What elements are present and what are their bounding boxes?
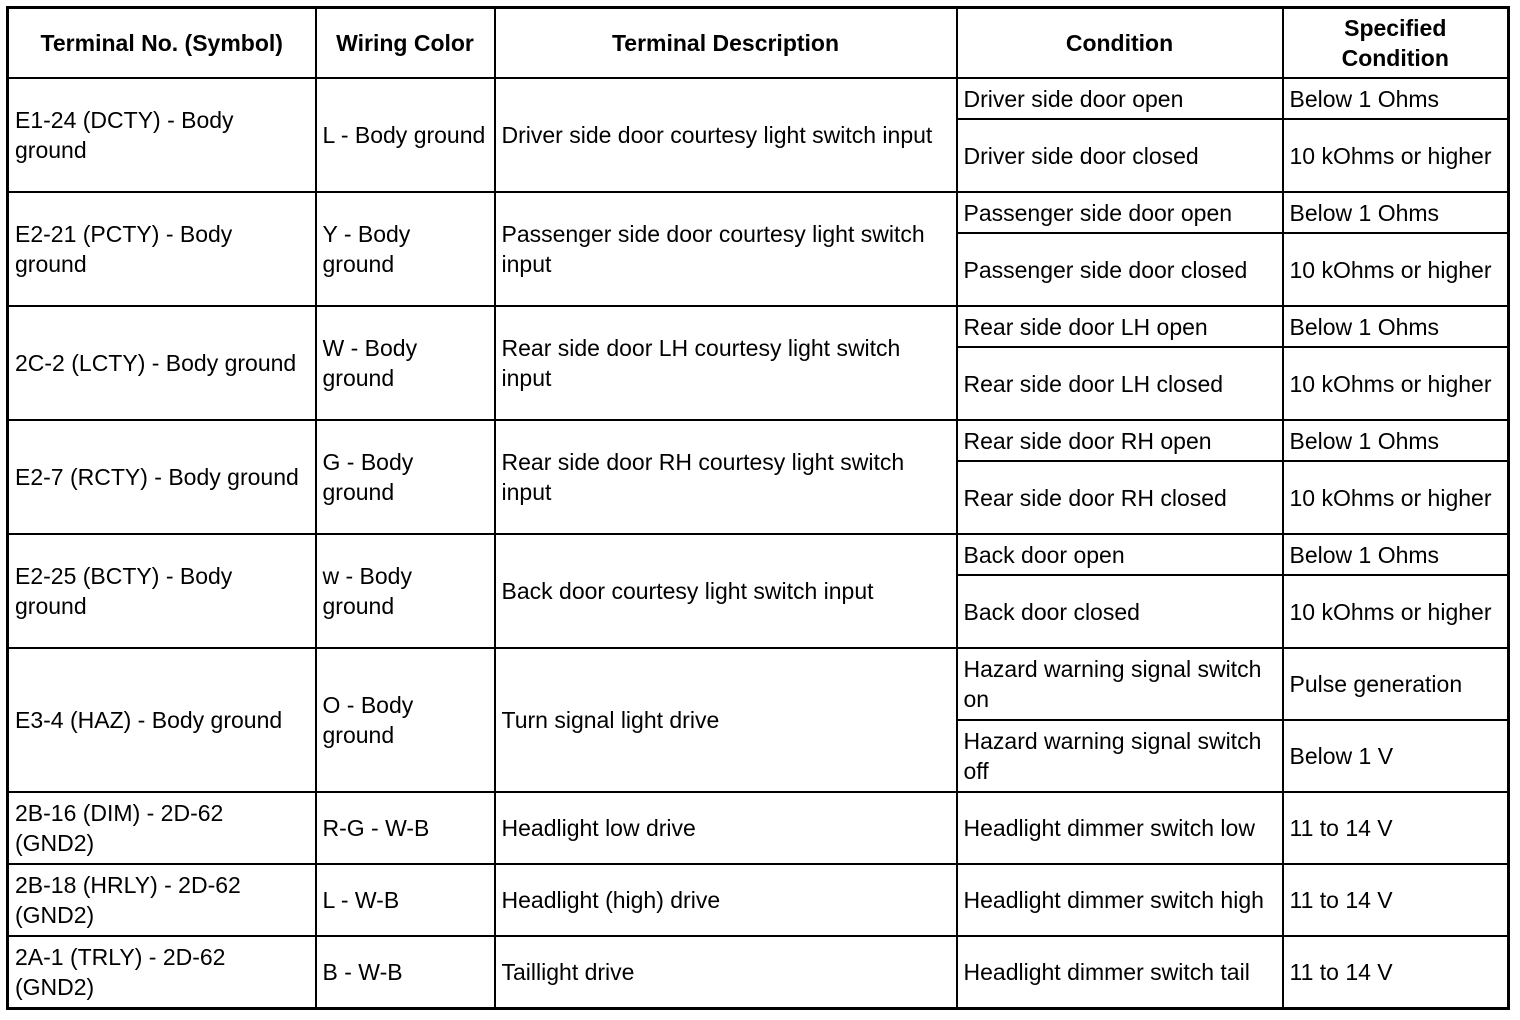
specified-cell: 10 kOhms or higher — [1283, 233, 1509, 306]
description-cell: Headlight low drive — [495, 792, 957, 864]
wiring-color-cell: R-G - W-B — [316, 792, 495, 864]
description-cell: Rear side door RH courtesy light switch input — [495, 420, 957, 534]
description-cell: Passenger side door courtesy light switch input — [495, 192, 957, 306]
description-cell: Turn signal light drive — [495, 648, 957, 792]
table-row — [8, 864, 1509, 936]
terminal-cell: 2B-18 (HRLY) - 2D-62 (GND2) — [8, 864, 316, 936]
condition-cell: Driver side door closed — [957, 119, 1283, 192]
description-cell: Back door courtesy light switch input — [495, 534, 957, 648]
specified-cell: Below 1 Ohms — [1283, 534, 1509, 575]
wiring-color-cell: O - Body ground — [316, 648, 495, 792]
table-row — [8, 306, 1509, 347]
terminal-cell: E1-24 (DCTY) - Body ground — [8, 78, 316, 192]
table-row — [8, 936, 1509, 1008]
specified-cell: 10 kOhms or higher — [1283, 575, 1509, 648]
header-condition: Condition — [957, 8, 1283, 79]
terminal-cell: E2-21 (PCTY) - Body ground — [8, 192, 316, 306]
condition-cell: Headlight dimmer switch high — [957, 864, 1283, 936]
specified-cell: Below 1 V — [1283, 720, 1509, 792]
description-cell: Headlight (high) drive — [495, 864, 957, 936]
description-cell: Rear side door LH courtesy light switch input — [495, 306, 957, 420]
specified-cell: 11 to 14 V — [1283, 864, 1509, 936]
condition-cell: Passenger side door open — [957, 192, 1283, 233]
specified-cell: 10 kOhms or higher — [1283, 119, 1509, 192]
condition-cell: Rear side door RH closed — [957, 461, 1283, 534]
condition-cell: Back door open — [957, 534, 1283, 575]
condition-cell: Rear side door LH closed — [957, 347, 1283, 420]
table-row — [8, 792, 1509, 864]
wiring-color-cell: B - W-B — [316, 936, 495, 1008]
terminal-cell: E2-7 (RCTY) - Body ground — [8, 420, 316, 534]
terminal-cell: 2C-2 (LCTY) - Body ground — [8, 306, 316, 420]
terminal-cell: E2-25 (BCTY) - Body ground — [8, 534, 316, 648]
description-cell: Taillight drive — [495, 936, 957, 1008]
specified-cell: Below 1 Ohms — [1283, 78, 1509, 119]
wiring-color-cell: W - Body ground — [316, 306, 495, 420]
table-row — [8, 78, 1509, 119]
header-terminal-description: Terminal Description — [495, 8, 957, 79]
description-cell: Driver side door courtesy light switch input — [495, 78, 957, 192]
condition-cell: Headlight dimmer switch tail — [957, 936, 1283, 1008]
wiring-color-cell: Y - Body ground — [316, 192, 495, 306]
wiring-color-cell: L - W-B — [316, 864, 495, 936]
header-specified-condition: Specified Condition — [1283, 8, 1509, 79]
condition-cell: Driver side door open — [957, 78, 1283, 119]
wiring-color-cell: w - Body ground — [316, 534, 495, 648]
condition-cell: Hazard warning signal switch on — [957, 648, 1283, 720]
specified-cell: Below 1 Ohms — [1283, 192, 1509, 233]
condition-cell: Rear side door LH open — [957, 306, 1283, 347]
table-row — [8, 192, 1509, 233]
specified-cell: 10 kOhms or higher — [1283, 461, 1509, 534]
terminal-cell: E3-4 (HAZ) - Body ground — [8, 648, 316, 792]
table-row — [8, 534, 1509, 575]
specified-cell: Pulse generation — [1283, 648, 1509, 720]
wiring-color-cell: G - Body ground — [316, 420, 495, 534]
header-row — [8, 8, 1509, 79]
condition-cell: Back door closed — [957, 575, 1283, 648]
header-wiring-color: Wiring Color — [316, 8, 495, 79]
specified-cell: Below 1 Ohms — [1283, 420, 1509, 461]
condition-cell: Hazard warning signal switch off — [957, 720, 1283, 792]
specified-cell: 11 to 14 V — [1283, 792, 1509, 864]
table-row — [8, 648, 1509, 720]
specified-cell: 11 to 14 V — [1283, 936, 1509, 1008]
terminal-cell: 2A-1 (TRLY) - 2D-62 (GND2) — [8, 936, 316, 1008]
condition-cell: Rear side door RH open — [957, 420, 1283, 461]
specified-cell: Below 1 Ohms — [1283, 306, 1509, 347]
condition-cell: Passenger side door closed — [957, 233, 1283, 306]
header-terminal: Terminal No. (Symbol) — [8, 8, 316, 79]
terminal-spec-table — [6, 6, 1510, 1010]
table-row — [8, 420, 1509, 461]
terminal-cell: 2B-16 (DIM) - 2D-62 (GND2) — [8, 792, 316, 864]
wiring-color-cell: L - Body ground — [316, 78, 495, 192]
specified-cell: 10 kOhms or higher — [1283, 347, 1509, 420]
condition-cell: Headlight dimmer switch low — [957, 792, 1283, 864]
